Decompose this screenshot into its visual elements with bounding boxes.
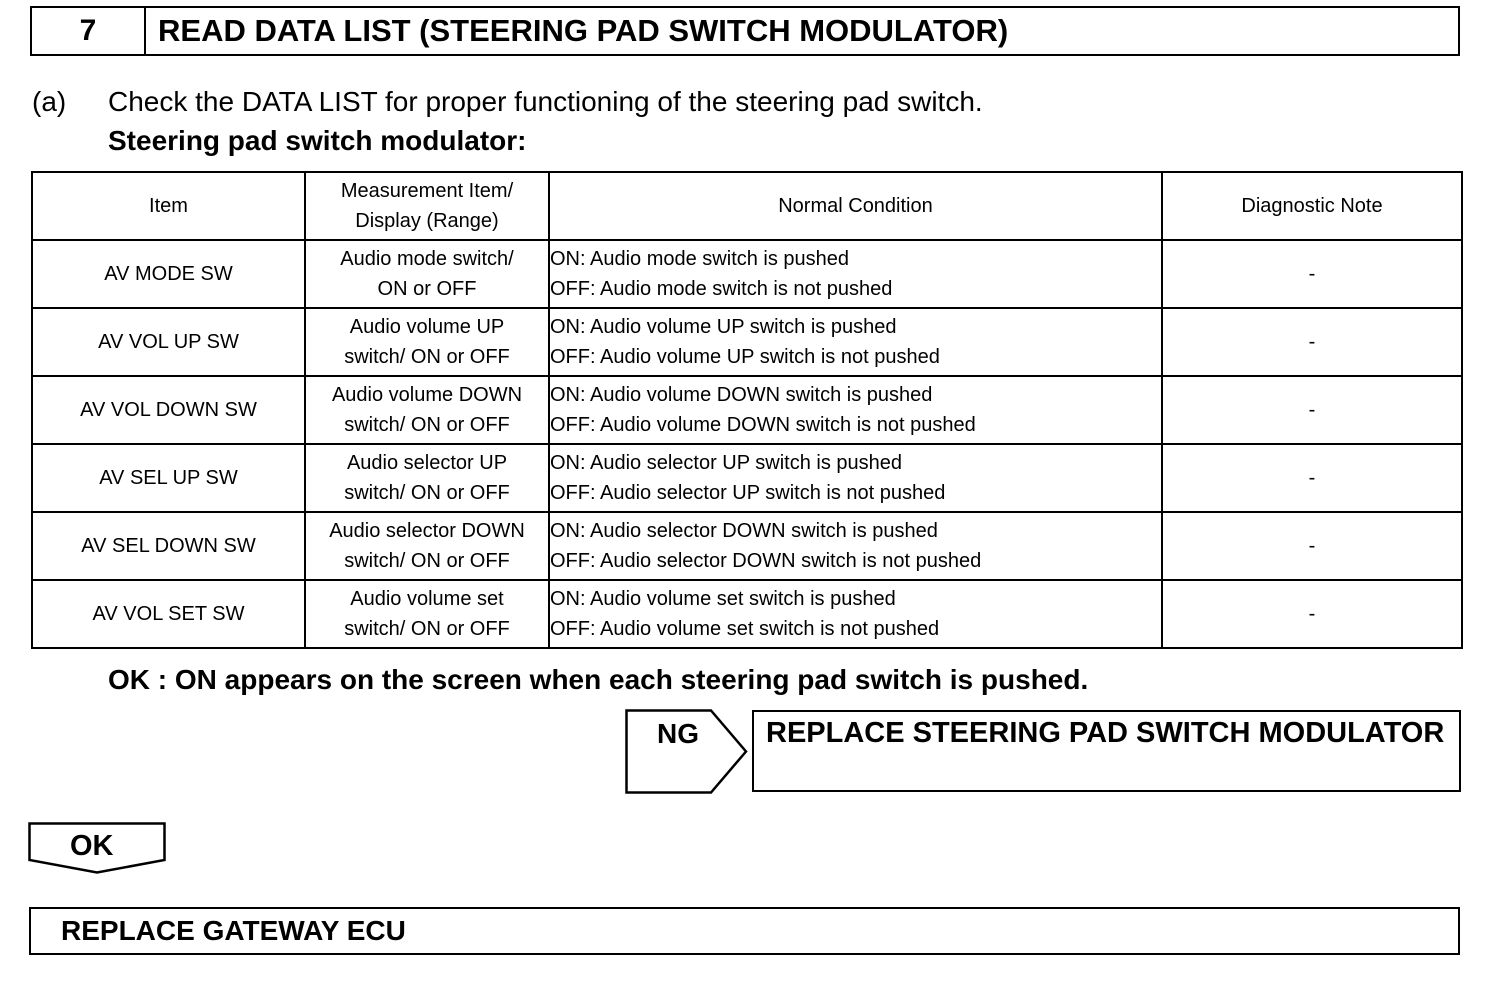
table-row (32, 376, 1462, 444)
ng-label: NG (657, 718, 699, 749)
row-measurement (305, 444, 549, 512)
row-measurement-line2: ON or OFF (377, 278, 477, 300)
row-condition-on: ON: Audio volume set switch is pushed (550, 588, 896, 610)
row-condition-off: OFF: Audio selector DOWN switch is not pushed (550, 550, 982, 572)
row-condition-off: OFF: Audio mode switch is not pushed (550, 278, 893, 300)
sub-item-marker: (a) (32, 86, 67, 117)
table-heading: Steering pad switch modulator: (108, 125, 527, 156)
instruction-text: Check the DATA LIST for proper functioning of the steering pad switch. (108, 86, 983, 117)
table-row (32, 240, 1462, 308)
row-measurement-line2: switch/ ON or OFF (344, 414, 510, 436)
table-row (32, 308, 1462, 376)
header-measurement (305, 172, 549, 240)
row-diagnostic-note: - (1162, 240, 1462, 308)
row-condition-on: ON: Audio volume DOWN switch is pushed (550, 384, 933, 406)
data-list-table (31, 171, 1463, 649)
header-item: Item (32, 172, 305, 240)
ok-label: OK (70, 830, 114, 862)
row-normal-condition (549, 240, 1162, 308)
ng-result-box: REPLACE STEERING PAD SWITCH MODULATOR (752, 710, 1461, 792)
ok-statement: OK : ON appears on the screen when each steering pad switch is pushed. (108, 664, 1089, 695)
table-row (32, 444, 1462, 512)
row-normal-condition (549, 376, 1162, 444)
step-number: 7 (32, 8, 146, 54)
row-item: AV MODE SW (32, 240, 305, 308)
row-condition-on: ON: Audio mode switch is pushed (550, 248, 850, 270)
row-normal-condition (549, 580, 1162, 648)
row-measurement (305, 308, 549, 376)
row-condition-off: OFF: Audio volume set switch is not pushed (550, 618, 940, 640)
final-result-box: REPLACE GATEWAY ECU (29, 907, 1460, 955)
header-normal-condition: Normal Condition (549, 172, 1162, 240)
row-item: AV VOL UP SW (32, 308, 305, 376)
row-diagnostic-note: - (1162, 308, 1462, 376)
table-row (32, 580, 1462, 648)
row-measurement-line2: switch/ ON or OFF (344, 482, 510, 504)
row-condition-on: ON: Audio selector DOWN switch is pushed (550, 520, 938, 542)
row-diagnostic-note: - (1162, 580, 1462, 648)
row-condition-off: OFF: Audio selector UP switch is not pushed (550, 482, 946, 504)
row-normal-condition (549, 308, 1162, 376)
row-measurement-line2: switch/ ON or OFF (344, 618, 510, 640)
header-measurement-line2: Display (Range) (355, 210, 499, 232)
row-measurement-line1: Audio volume DOWN (331, 384, 523, 406)
row-measurement-line2: switch/ ON or OFF (344, 550, 510, 572)
row-measurement-line2: switch/ ON or OFF (344, 346, 510, 368)
row-diagnostic-note: - (1162, 444, 1462, 512)
row-item: AV SEL UP SW (32, 444, 305, 512)
row-normal-condition (549, 444, 1162, 512)
row-diagnostic-note: - (1162, 512, 1462, 580)
row-diagnostic-note: - (1162, 376, 1462, 444)
row-measurement-line1: Audio selector DOWN (329, 520, 525, 542)
row-measurement-line1: Audio selector UP (346, 452, 508, 474)
step-title: READ DATA LIST (STEERING PAD SWITCH MODULATOR) (158, 13, 1009, 48)
row-normal-condition (549, 512, 1162, 580)
table-header-row (32, 172, 1462, 240)
row-measurement (305, 376, 549, 444)
row-condition-on: ON: Audio selector UP switch is pushed (550, 452, 903, 474)
header-measurement-line1: Measurement Item/ (340, 180, 514, 202)
row-condition-off: OFF: Audio volume UP switch is not pushed (550, 346, 940, 368)
row-measurement-line1: Audio mode switch/ (340, 248, 514, 270)
step-header (30, 6, 1460, 56)
row-item: AV VOL SET SW (32, 580, 305, 648)
row-measurement (305, 580, 549, 648)
row-measurement (305, 512, 549, 580)
row-condition-on: ON: Audio volume UP switch is pushed (550, 316, 897, 338)
row-measurement-line1: Audio volume set (350, 588, 504, 610)
row-item: AV SEL DOWN SW (32, 512, 305, 580)
row-measurement-line1: Audio volume UP (349, 316, 505, 338)
header-diagnostic-note: Diagnostic Note (1162, 172, 1462, 240)
table-row (32, 512, 1462, 580)
row-item: AV VOL DOWN SW (32, 376, 305, 444)
row-measurement (305, 240, 549, 308)
row-condition-off: OFF: Audio volume DOWN switch is not pushed (550, 414, 976, 436)
